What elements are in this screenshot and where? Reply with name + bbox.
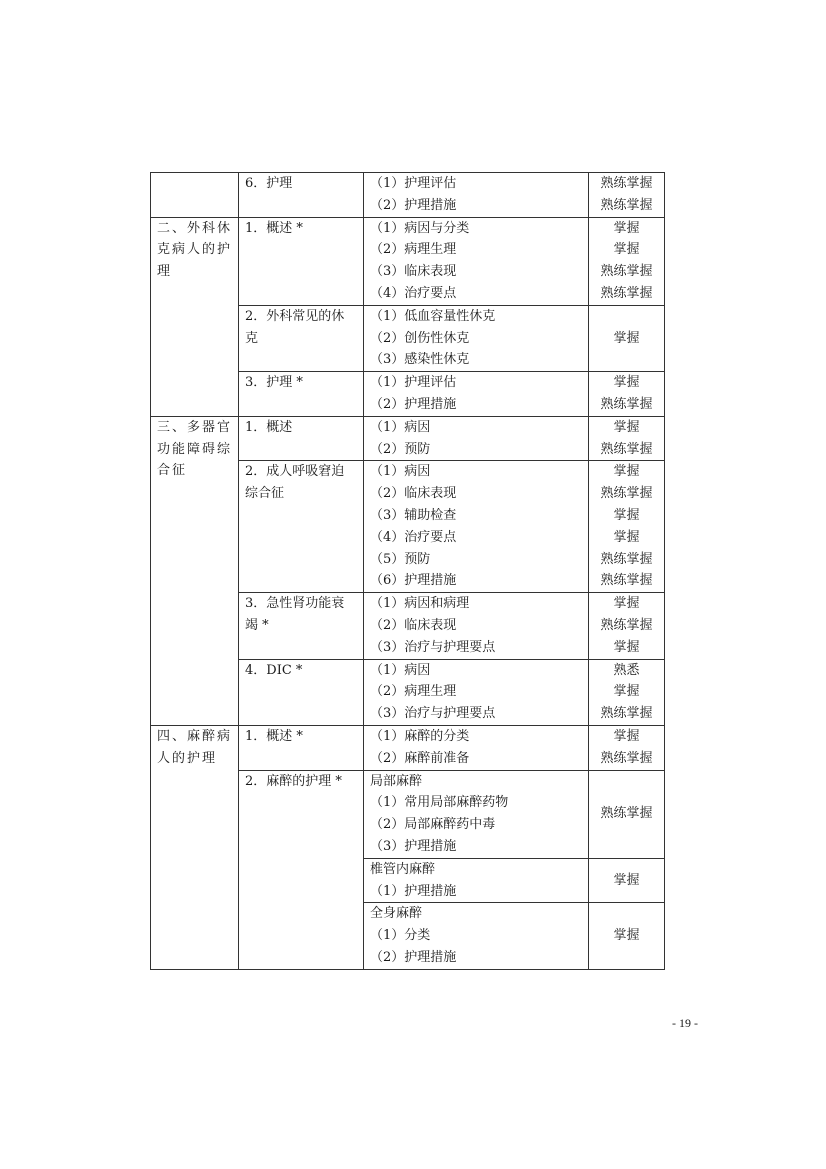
content-cell xyxy=(364,593,589,659)
requirement-cell: 熟练掌握 xyxy=(589,770,665,858)
requirement-level: 熟练掌握 xyxy=(600,486,653,502)
requirement-level: 掌握 xyxy=(613,507,640,523)
content-cell xyxy=(364,770,589,858)
content-item: （1）病因 xyxy=(370,419,431,435)
requirement-cell xyxy=(589,416,665,461)
content-item: （4）治疗要点 xyxy=(370,285,457,301)
topic-cell: 4．DIC * xyxy=(239,659,364,725)
content-item: （1）低血容量性休克 xyxy=(370,308,496,324)
requirement-level: 熟练掌握 xyxy=(600,176,653,191)
requirement-cell: 掌握 xyxy=(589,903,665,969)
table-row xyxy=(151,173,665,218)
content-cell xyxy=(364,372,589,417)
requirement-cell: 掌握 xyxy=(589,858,665,903)
content-item: （3）辅助检查 xyxy=(370,507,457,523)
requirement-cell xyxy=(589,217,665,305)
requirement-level: 掌握 xyxy=(613,464,640,480)
content-item: （2）创伤性休克 xyxy=(370,330,470,346)
requirement-cell xyxy=(589,461,665,593)
content-item: （1）病因 xyxy=(370,464,431,480)
requirement-level: 掌握 xyxy=(613,684,640,700)
syllabus-table xyxy=(150,172,665,970)
requirement-level: 掌握 xyxy=(613,639,640,655)
requirement-level: 掌握 xyxy=(613,375,640,391)
content-item: （1）护理措施 xyxy=(370,883,457,899)
content-item: （2）病理生理 xyxy=(370,242,457,258)
topic-cell: 3．护理 * xyxy=(239,372,364,417)
requirement-cell xyxy=(589,593,665,659)
topic-cell: 2．麻醉的护理 * xyxy=(239,770,364,969)
topic-cell: 6．护理 xyxy=(239,173,364,218)
content-item: （1）常用局部麻醉药物 xyxy=(370,795,509,811)
table-row xyxy=(151,416,665,461)
content-item: （1）病因与分类 xyxy=(370,220,470,236)
content-cell xyxy=(364,659,589,725)
requirement-level: 熟练掌握 xyxy=(600,750,653,766)
unit-cell: 四、麻醉病人的护理 xyxy=(151,725,239,969)
content-item: （1）护理评估 xyxy=(370,176,457,191)
topic-cell: 1．概述 * xyxy=(239,217,364,305)
content-item: （2）护理措施 xyxy=(370,949,457,965)
unit-cell: 二、外科休克病人的护理 xyxy=(151,217,239,416)
content-cell xyxy=(364,858,589,903)
content-item: （1）病因和病理 xyxy=(370,596,470,612)
topic-cell: 1．概述 xyxy=(239,416,364,461)
content-item: （2）预防 xyxy=(370,441,431,457)
requirement-level: 掌握 xyxy=(613,596,640,612)
content-cell xyxy=(364,305,589,371)
content-item: （2）护理措施 xyxy=(370,396,457,412)
requirement-level: 掌握 xyxy=(613,728,640,744)
table-row xyxy=(151,725,665,770)
content-cell xyxy=(364,725,589,770)
requirement-level: 熟悉 xyxy=(613,662,640,678)
content-item: （4）治疗要点 xyxy=(370,529,457,545)
content-cell xyxy=(364,903,589,969)
content-item: （1）分类 xyxy=(370,928,431,944)
content-item: （3）治疗与护理要点 xyxy=(370,639,496,655)
content-item: （2）病理生理 xyxy=(370,684,457,700)
requirement-level: 熟练掌握 xyxy=(600,264,653,280)
table-row xyxy=(151,217,665,305)
unit-cell xyxy=(151,173,239,218)
requirement-level: 熟练掌握 xyxy=(600,551,653,567)
content-item: 全身麻醉 xyxy=(370,906,423,922)
requirement-level: 熟练掌握 xyxy=(600,396,653,412)
content-item: （5）预防 xyxy=(370,551,431,567)
requirement-level: 熟练掌握 xyxy=(600,617,653,633)
content-item: （3）治疗与护理要点 xyxy=(370,706,496,722)
content-cell xyxy=(364,461,589,593)
requirement-cell xyxy=(589,725,665,770)
requirement-level: 熟练掌握 xyxy=(600,706,653,722)
requirement-cell: 掌握 xyxy=(589,305,665,371)
requirement-cell xyxy=(589,659,665,725)
requirement-cell xyxy=(589,173,665,218)
content-cell xyxy=(364,217,589,305)
requirement-level: 熟练掌握 xyxy=(600,197,653,213)
topic-cell: 2．外科常见的休克 xyxy=(239,305,364,371)
requirement-level: 熟练掌握 xyxy=(600,285,653,301)
requirement-cell xyxy=(589,372,665,417)
unit-cell: 三、多器官功能障碍综合征 xyxy=(151,416,239,725)
content-cell xyxy=(364,416,589,461)
content-cell xyxy=(364,173,589,218)
content-item: （2）临床表现 xyxy=(370,486,457,502)
content-item: 局部麻醉 xyxy=(370,773,423,789)
topic-cell: 1．概述 * xyxy=(239,725,364,770)
content-item: （1）病因 xyxy=(370,662,431,678)
page-number: - 19 - xyxy=(672,1016,698,1030)
content-item: （6）护理措施 xyxy=(370,573,457,589)
content-item: （2）局部麻醉药中毒 xyxy=(370,817,496,833)
content-item: （2）临床表现 xyxy=(370,617,457,633)
requirement-level: 掌握 xyxy=(613,419,640,435)
content-item: （2）麻醉前准备 xyxy=(370,750,470,766)
content-item: （1）麻醉的分类 xyxy=(370,728,470,744)
requirement-level: 掌握 xyxy=(613,529,640,545)
content-item: 椎管内麻醉 xyxy=(370,861,436,877)
content-item: （2）护理措施 xyxy=(370,197,457,213)
requirement-level: 掌握 xyxy=(613,220,640,236)
requirement-level: 掌握 xyxy=(613,242,640,258)
topic-cell: 2．成人呼吸窘迫综合征 xyxy=(239,461,364,593)
topic-cell: 3．急性肾功能衰竭 * xyxy=(239,593,364,659)
requirement-level: 熟练掌握 xyxy=(600,441,653,457)
content-item: （1）护理评估 xyxy=(370,375,457,391)
content-item: （3）临床表现 xyxy=(370,264,457,280)
content-item: （3）感染性休克 xyxy=(370,352,470,368)
requirement-level: 熟练掌握 xyxy=(600,573,653,589)
content-item: （3）护理措施 xyxy=(370,838,457,854)
